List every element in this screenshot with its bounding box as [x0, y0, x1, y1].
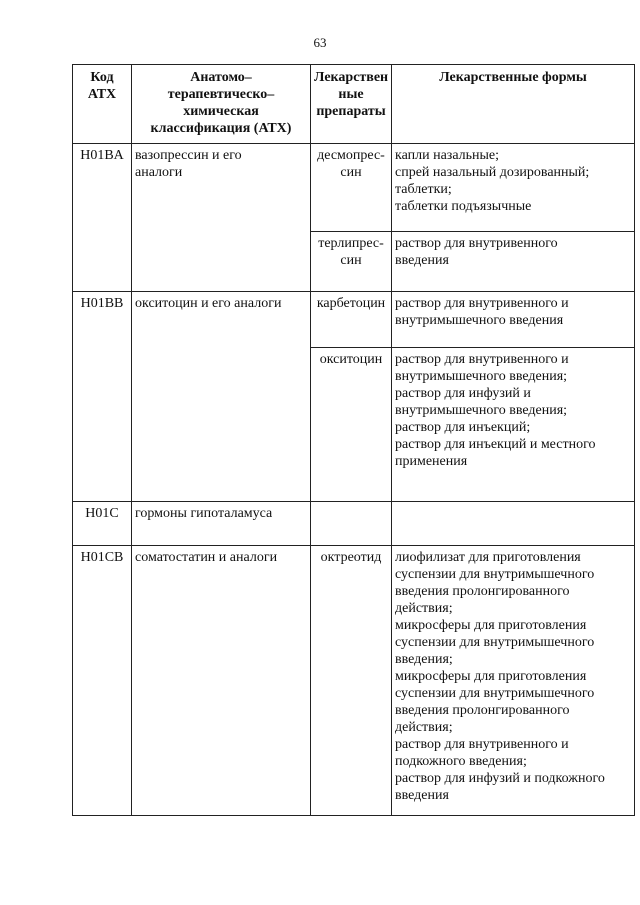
header-text-line: Анатомо–	[190, 70, 252, 85]
dosage-forms-cell	[392, 348, 635, 502]
dosage-form-line: таблетки;	[395, 182, 452, 197]
classification-text-line: аналоги	[135, 165, 183, 180]
dosage-form-line: введения	[395, 788, 449, 803]
drug-name-line: карбетоцин	[316, 296, 386, 311]
header-code	[73, 65, 132, 144]
drug-name-cell	[311, 292, 392, 348]
classification-text-line: вазопрессин и его	[135, 148, 242, 163]
header-text-line: Лекарственные формы	[439, 70, 587, 85]
dosage-form-line: раствор для внутривенного	[395, 236, 558, 251]
header-text-line: Код	[90, 70, 114, 85]
atx-classification-cell	[132, 502, 311, 546]
dosage-form-line: введения	[395, 253, 449, 268]
drug-name-cell	[311, 502, 392, 546]
drug-name-line: десмопрес-	[317, 148, 385, 163]
dosage-form-line: капли назальные;	[395, 148, 500, 163]
dosage-form-line: раствор для внутривенного и	[395, 352, 569, 367]
drug-name-line: терлипрес-	[318, 236, 384, 251]
drug-name-cell	[311, 144, 392, 232]
atx-code-cell: H01BA	[73, 144, 132, 292]
table-row	[73, 502, 635, 546]
dosage-forms-cell	[392, 546, 635, 816]
classification-text-line: гормоны гипоталамуса	[135, 506, 273, 521]
atx-classification-cell	[132, 292, 311, 502]
drug-name-cell	[311, 348, 392, 502]
classification-text-line: окситоцин и его аналоги	[135, 296, 282, 311]
table-row	[73, 546, 635, 816]
table-row	[73, 144, 635, 232]
header-text-line: классификация (АТХ)	[150, 121, 292, 136]
header-text-line: АТХ	[87, 87, 117, 102]
table-header-row	[73, 65, 635, 144]
dosage-forms-cell	[392, 144, 635, 232]
dosage-form-line: действия;	[395, 720, 453, 735]
dosage-form-line: суспензии для внутримышечного	[395, 686, 595, 701]
dosage-form-line: внутримышечного введения;	[395, 403, 568, 418]
dosage-form-line: раствор для внутривенного и	[395, 296, 569, 311]
atx-code-cell: H01C	[73, 502, 132, 546]
dosage-form-line: действия;	[395, 601, 453, 616]
dosage-form-line: лиофилизат для приготовления	[395, 550, 581, 565]
table-body	[73, 144, 635, 816]
dosage-form-line: микросферы для приготовления	[395, 669, 587, 684]
dosage-form-line: раствор для инфузий и подкожного	[395, 771, 605, 786]
atx-code-cell: H01BB	[73, 292, 132, 502]
classification-text-line: соматостатин и аналоги	[135, 550, 278, 565]
header-classification	[132, 65, 311, 144]
dosage-form-line: таблетки подъязычные	[395, 199, 532, 214]
dosage-form-line: раствор для внутривенного и	[395, 737, 569, 752]
atx-table	[72, 64, 635, 816]
atx-code-cell: H01CB	[73, 546, 132, 816]
atx-classification-cell	[132, 546, 311, 816]
drug-name-cell	[311, 546, 392, 816]
header-forms	[392, 65, 635, 144]
dosage-form-line: внутримышечного введения;	[395, 369, 568, 384]
atx-classification-cell	[132, 144, 311, 292]
dosage-form-line: подкожного введения;	[395, 754, 527, 769]
page-number: 63	[313, 35, 327, 50]
dosage-form-line: микросферы для приготовления	[395, 618, 587, 633]
dosage-form-line: суспензии для внутримышечного	[395, 635, 595, 650]
dosage-form-line: введения;	[395, 652, 453, 667]
dosage-form-line: суспензии для внутримышечного	[395, 567, 595, 582]
dosage-form-line: внутримышечного введения	[395, 313, 564, 328]
table-row	[73, 292, 635, 348]
drug-name-line: октреотид	[320, 550, 382, 565]
dosage-forms-cell	[392, 292, 635, 348]
dosage-form-line: спрей назальный дозированный;	[395, 165, 590, 180]
header-drugs	[311, 65, 392, 144]
drug-name-line: син	[340, 253, 362, 268]
dosage-forms-cell	[392, 232, 635, 292]
header-text-line: ные	[338, 87, 364, 102]
drug-name-line: окситоцин	[319, 352, 383, 367]
dosage-form-line: раствор для инъекций и местного	[395, 437, 596, 452]
header-text-line: препараты	[316, 104, 386, 119]
header-text-line: химическая	[183, 104, 259, 119]
dosage-form-line: раствор для инъекций;	[395, 420, 531, 435]
dosage-form-line: введения пролонгированного	[395, 703, 570, 718]
header-text-line: терапевтическо–	[167, 87, 275, 102]
dosage-form-line: введения пролонгированного	[395, 584, 570, 599]
header-text-line: Лекарствен	[314, 70, 389, 85]
drug-name-cell	[311, 232, 392, 292]
dosage-form-line: применения	[395, 454, 468, 469]
dosage-form-line: раствор для инфузий и	[395, 386, 531, 401]
dosage-forms-cell	[392, 502, 635, 546]
drug-name-line: син	[340, 165, 362, 180]
